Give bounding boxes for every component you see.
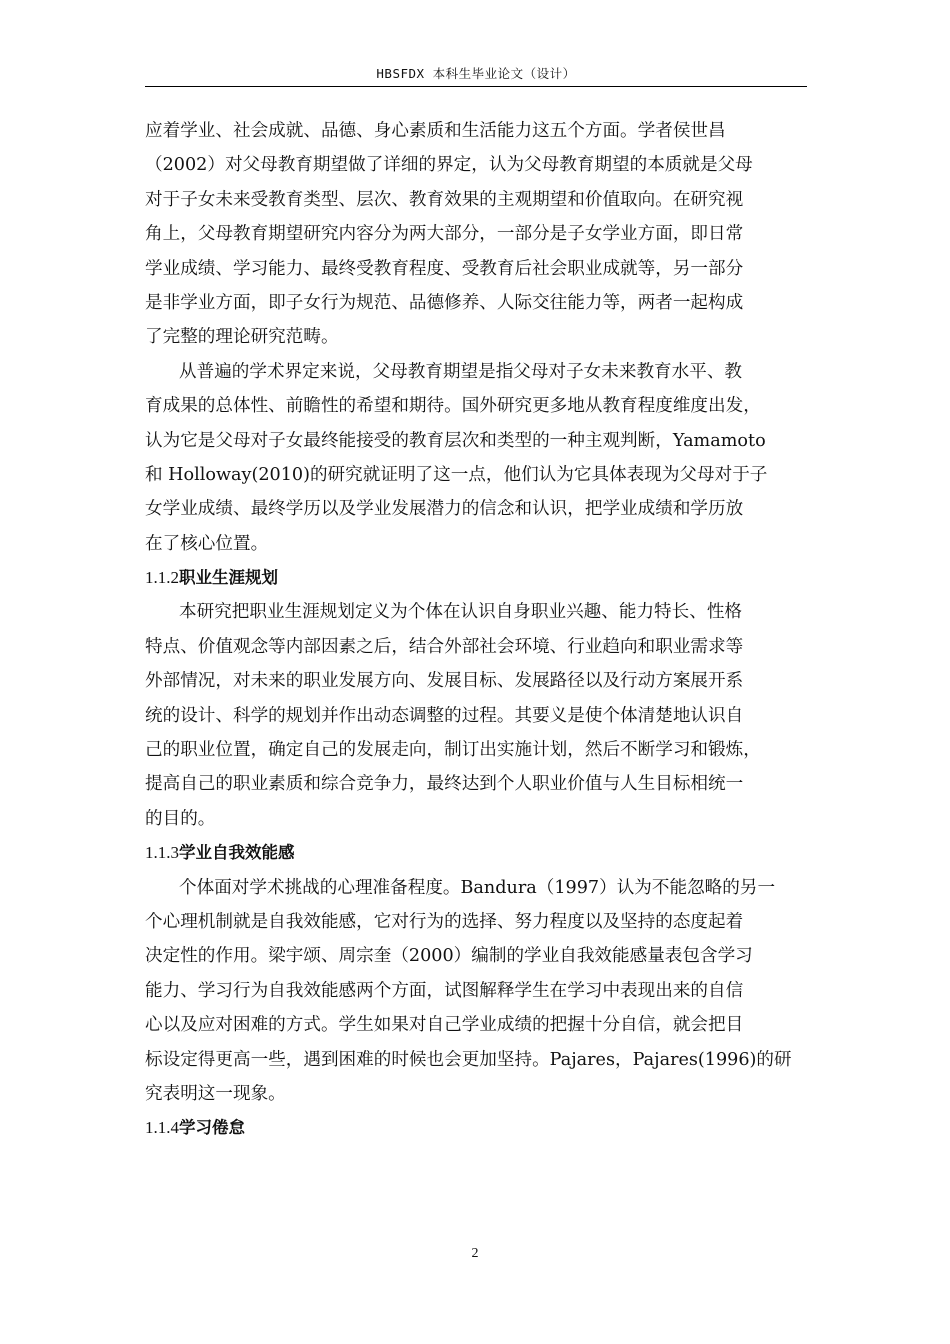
section-number: 1.1.3 (145, 843, 179, 863)
text-line: 统的设计、科学的规划并作出动态调整的过程。其要义是使个体清楚地认识自 (145, 705, 744, 726)
text-line: 和 Holloway(2010)的研究就证明了这一点，他们认为它具体表现为父母对于子 (145, 464, 768, 485)
text-line: 决定性的作用。梁宇颂、周宗奎（2000）编制的学业自我效能感量表包含学习 (145, 946, 753, 967)
body-text (145, 114, 813, 1146)
text-line: 个心理机制就是自我效能感，它对行为的选择、努力程度以及坚持的态度起着 (145, 911, 744, 932)
text-line: 己的职业位置，确定自己的发展走向，制订出实施计划，然后不断学习和锻炼， (145, 740, 761, 761)
text-line: 究表明这一现象。 (145, 1083, 286, 1104)
text-line: 特点、价值观念等内部因素之后，结合外部社会环境、行业趋向和职业需求等 (145, 636, 744, 657)
running-header: HBSFDX 本科生毕业论文（设计） (376, 66, 576, 81)
text-line: 角上，父母教育期望研究内容分为两大部分，一部分是子女学业方面，即日常 (145, 224, 744, 245)
section-title: 学业自我效能感 (179, 843, 295, 863)
text-line: 育成果的总体性、前瞻性的希望和期待。国外研究更多地从教育程度维度出发， (145, 396, 761, 417)
text-line: 的目的。 (145, 808, 216, 829)
text-line: 本研究把职业生涯规划定义为个体在认识自身职业兴趣、能力特长、性格 (179, 602, 743, 623)
text-line: （2002）对父母教育期望做了详细的界定，认为父母教育期望的本质就是父母 (145, 155, 753, 176)
text-line: 在了核心位置。 (145, 533, 269, 554)
text-line: 是非学业方面，即子女行为规范、品德修养、人际交往能力等，两者一起构成 (145, 292, 744, 313)
section-number: 1.1.4 (145, 1118, 179, 1138)
text-line: 能力、学习行为自我效能感两个方面，试图解释学生在学习中表现出来的自信 (145, 980, 744, 1001)
text-line: 心以及应对困难的方式。学生如果对自己学业成绩的把握十分自信，就会把目 (145, 1015, 744, 1036)
text-line: 个体面对学术挑战的心理准备程度。Bandura（1997）认为不能忽略的另一 (179, 877, 776, 898)
section-number: 1.1.2 (145, 568, 179, 588)
page-number: 2 (471, 1246, 479, 1261)
section-title: 学习倦怠 (179, 1118, 245, 1138)
text-line: 提高自己的职业素质和综合竞争力，最终达到个人职业价值与人生目标相统一 (145, 774, 744, 795)
header-rule (145, 86, 807, 87)
section-heading (145, 1111, 813, 1145)
section-heading (145, 836, 813, 870)
text-line: 外部情况，对未来的职业发展方向、发展目标、发展路径以及行动方案展开系 (145, 671, 744, 692)
text-line: 学业成绩、学习能力、最终受教育程度、受教育后社会职业成就等，另一部分 (145, 258, 744, 279)
section-title: 职业生涯规划 (179, 568, 278, 588)
text-line: 标设定得更高一些，遇到困难的时候也会更加坚持。Pajares，Pajares(1996)的研 (145, 1049, 792, 1070)
text-line: 了完整的理论研究范畴。 (145, 327, 339, 348)
text-line: 应着学业、社会成就、品德、身心素质和生活能力这五个方面。学者侯世昌 (145, 121, 726, 141)
section-heading (145, 561, 813, 595)
text-line: 从普遍的学术界定来说，父母教育期望是指父母对子女未来教育水平、教 (179, 361, 743, 382)
text-line: 对于子女未来受教育类型、层次、教育效果的主观期望和价值取向。在研究视 (145, 189, 744, 210)
text-line: 认为它是父母对子女最终能接受的教育层次和类型的一种主观判断，Yamamoto (145, 430, 766, 451)
text-line: 女学业成绩、最终学历以及学业发展潜力的信念和认识，把学业成绩和学历放 (145, 499, 744, 520)
